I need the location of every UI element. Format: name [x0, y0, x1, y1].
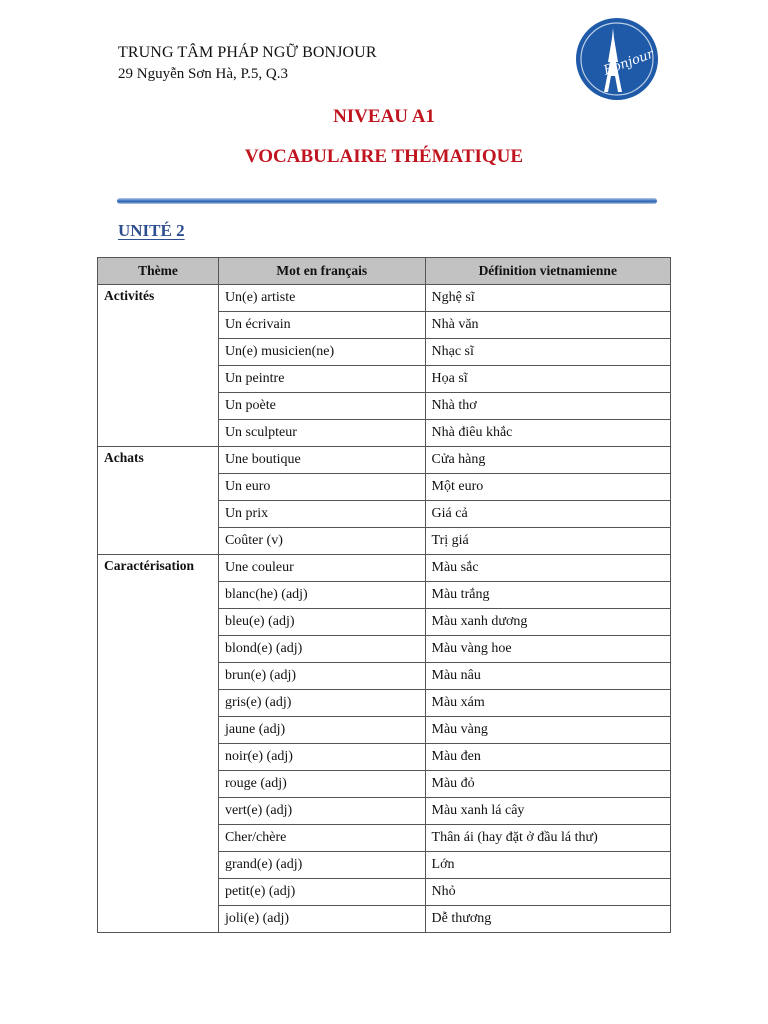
french-word-cell: grand(e) (adj): [218, 852, 425, 879]
vietnamese-definition-cell: Nhạc sĩ: [425, 339, 670, 366]
french-word-cell: Un poète: [218, 393, 425, 420]
divider-line: [117, 198, 657, 204]
french-word-cell: Un sculpteur: [218, 420, 425, 447]
logo-text: Bonjour: [601, 46, 656, 79]
french-word-cell: Un(e) artiste: [218, 285, 425, 312]
french-word-cell: vert(e) (adj): [218, 798, 425, 825]
vietnamese-definition-cell: Dễ thương: [425, 906, 670, 933]
vietnamese-definition-cell: Thân ái (hay đặt ở đầu lá thư): [425, 825, 670, 852]
vietnamese-definition-cell: Màu trắng: [425, 582, 670, 609]
french-word-cell: joli(e) (adj): [218, 906, 425, 933]
table-row: [98, 447, 671, 474]
school-address: 29 Nguyễn Sơn Hà, P.5, Q.3: [118, 66, 289, 82]
french-word-cell: Un euro: [218, 474, 425, 501]
vietnamese-definition-cell: Nhà thơ: [425, 393, 670, 420]
vietnamese-definition-cell: Màu xám: [425, 690, 670, 717]
vietnamese-definition-cell: Cửa hàng: [425, 447, 670, 474]
french-word-cell: Coûter (v): [218, 528, 425, 555]
vietnamese-definition-cell: Màu sắc: [425, 555, 670, 582]
vietnamese-definition-cell: Giá cả: [425, 501, 670, 528]
french-word-cell: Un(e) musicien(ne): [218, 339, 425, 366]
vietnamese-definition-cell: Màu đỏ: [425, 771, 670, 798]
table-row: [98, 285, 671, 312]
vietnamese-definition-cell: Nhà văn: [425, 312, 670, 339]
french-word-cell: Un peintre: [218, 366, 425, 393]
header-vietnamese: Définition vietnamienne: [425, 258, 670, 285]
french-word-cell: rouge (adj): [218, 771, 425, 798]
french-word-cell: Une couleur: [218, 555, 425, 582]
header-theme: Thème: [98, 258, 219, 285]
vietnamese-definition-cell: Lớn: [425, 852, 670, 879]
level-title: NIVEAU A1: [333, 106, 435, 127]
french-word-cell: noir(e) (adj): [218, 744, 425, 771]
french-word-cell: blanc(he) (adj): [218, 582, 425, 609]
vietnamese-definition-cell: Họa sĩ: [425, 366, 670, 393]
school-name: TRUNG TÂM PHÁP NGỮ BONJOUR: [118, 44, 377, 61]
header-french: Mot en français: [218, 258, 425, 285]
table-row: [98, 555, 671, 582]
unit-heading: UNITÉ 2: [118, 221, 185, 240]
vietnamese-definition-cell: Màu vàng hoe: [425, 636, 670, 663]
vietnamese-definition-cell: Màu xanh lá cây: [425, 798, 670, 825]
french-word-cell: Un prix: [218, 501, 425, 528]
vietnamese-definition-cell: Nghệ sĩ: [425, 285, 670, 312]
french-word-cell: Un écrivain: [218, 312, 425, 339]
vietnamese-definition-cell: Trị giá: [425, 528, 670, 555]
theme-cell: Achats: [98, 447, 219, 555]
school-header: [118, 42, 377, 84]
french-word-cell: bleu(e) (adj): [218, 609, 425, 636]
vietnamese-definition-cell: Nhà điêu khắc: [425, 420, 670, 447]
french-word-cell: blond(e) (adj): [218, 636, 425, 663]
table-header-row: [98, 258, 671, 285]
french-word-cell: Une boutique: [218, 447, 425, 474]
vietnamese-definition-cell: Màu nâu: [425, 663, 670, 690]
french-word-cell: petit(e) (adj): [218, 879, 425, 906]
theme-cell: Activités: [98, 285, 219, 447]
french-word-cell: Cher/chère: [218, 825, 425, 852]
vietnamese-definition-cell: Màu vàng: [425, 717, 670, 744]
vietnamese-definition-cell: Nhỏ: [425, 879, 670, 906]
vietnamese-definition-cell: Màu xanh dương: [425, 609, 670, 636]
french-word-cell: gris(e) (adj): [218, 690, 425, 717]
vocabulary-table: [97, 257, 671, 933]
french-word-cell: jaune (adj): [218, 717, 425, 744]
subject-title: VOCABULAIRE THÉMATIQUE: [244, 146, 524, 167]
bonjour-logo: [574, 16, 660, 102]
vietnamese-definition-cell: Màu đen: [425, 744, 670, 771]
theme-cell: Caractérisation: [98, 555, 219, 933]
french-word-cell: brun(e) (adj): [218, 663, 425, 690]
vietnamese-definition-cell: Một euro: [425, 474, 670, 501]
